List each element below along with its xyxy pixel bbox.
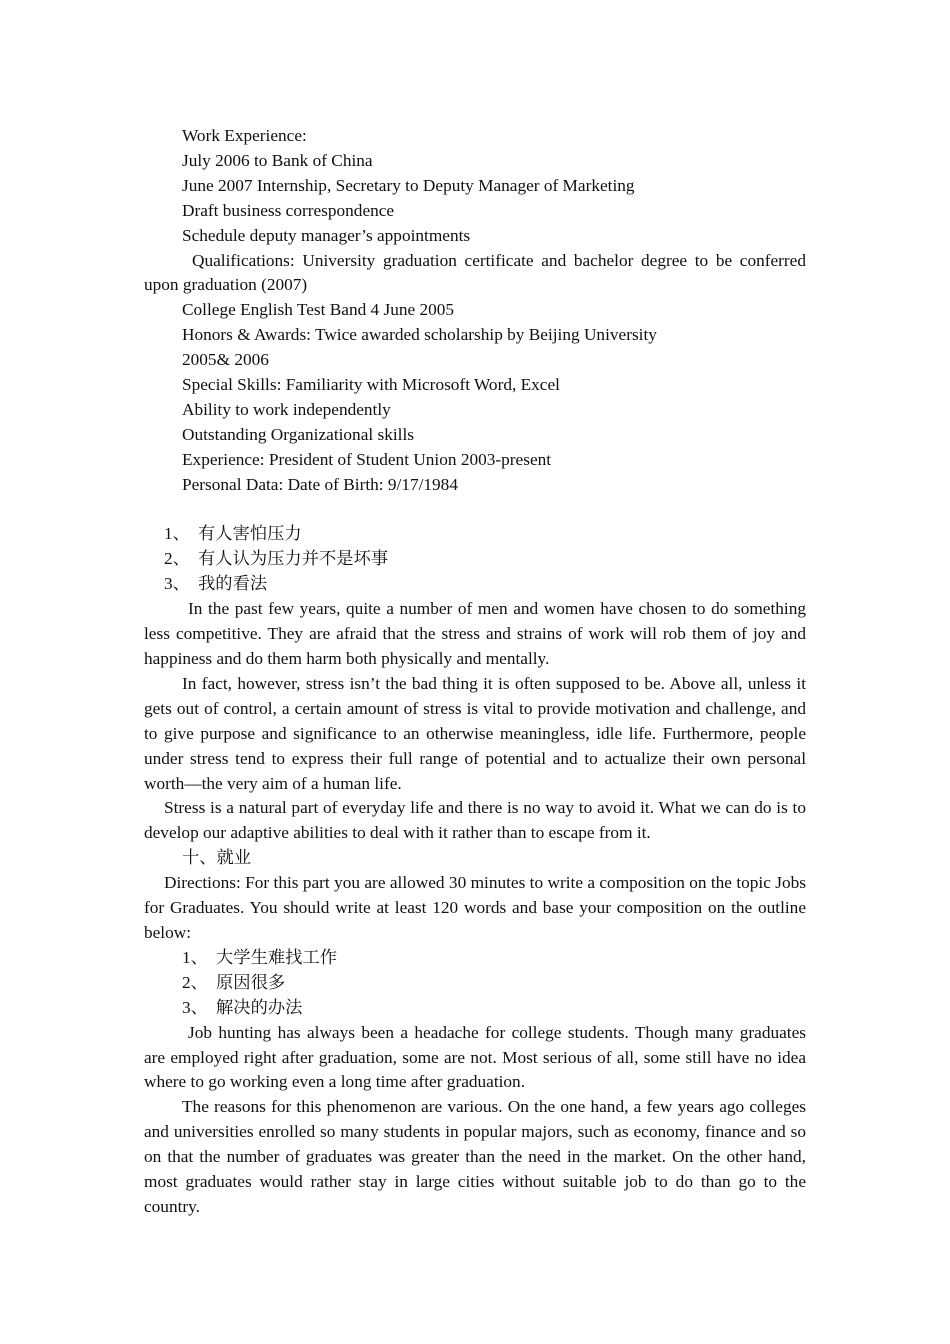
outline-text: 我的看法 — [198, 574, 268, 594]
resume-line: July 2006 to Bank of China — [182, 150, 373, 170]
resume-line: Experience: President of Student Union 2003-present — [182, 449, 552, 469]
resume-line: Special Skills: Familiarity with Microsoft Word, Excel — [182, 375, 560, 395]
jobs-outline-item — [144, 946, 806, 971]
resume-line: Schedule deputy manager’s appointments — [182, 225, 471, 245]
outline-text: 有人害怕压力 — [198, 524, 302, 544]
resume-line: College English Test Band 4 June 2005 — [182, 300, 455, 320]
stress-paragraph: In fact, however, stress isn’t the bad thing it is often supposed to be. Above all, unless it gets out of control, a certain amount of stress is vital to provide motivation and challenge, and to give purpose and significance to an otherwise meaningless, idle life. Furthermore, people under stress tend to express their full range of potential and to actualize their own personal worth—the very aim of a human life. — [144, 673, 806, 793]
resume-line: Draft business correspondence — [182, 200, 395, 220]
qualifications-paragraph: Qualifications: University graduation certificate and bachelor degree to be conferred upon graduation (2007) — [144, 250, 806, 295]
jobs-directions: Directions: For this part you are allowed 30 minutes to write a composition on the topic Jobs for Graduates. You should write at least 120 words and base your composition on the outline below: — [144, 873, 806, 942]
resume-line: Ability to work independently — [182, 399, 391, 419]
stress-paragraph: Stress is a natural part of everyday life and there is no way to avoid it. What we can do is to develop our adaptive abilities to deal with it rather than to escape from it. — [144, 798, 806, 843]
resume-line: Honors & Awards: Twice awarded scholarship by Beijing University — [182, 325, 657, 345]
outline-number: 2、 — [164, 549, 190, 569]
outline-text: 大学生难找工作 — [216, 947, 337, 967]
jobs-paragraph: Job hunting has always been a headache for college students. Though many graduates are employed right after graduation, some are not. Most serious of all, some still have no idea where to go working even a long time after graduation. — [144, 1022, 806, 1092]
outline-number: 1、 — [182, 947, 208, 967]
stress-outline-item — [144, 547, 806, 572]
blank-line — [144, 498, 806, 523]
jobs-outline-item — [144, 971, 806, 996]
outline-text: 有人认为压力并不是坏事 — [198, 549, 389, 569]
outline-text: 解决的办法 — [216, 997, 303, 1017]
outline-number: 2、 — [182, 972, 208, 992]
outline-text: 原因很多 — [216, 972, 286, 992]
jobs-section-title: 十、就业 — [182, 848, 252, 868]
jobs-paragraph: The reasons for this phenomenon are various. On the one hand, a few years ago colleges and universities enrolled so many students in popular majors, such as economy, finance and so on that the number of graduates was greater than the need in the market. On the other hand, most graduates would rather stay in large cities without suitable job to do than go to the country. — [144, 1097, 806, 1216]
document-page — [144, 124, 806, 1220]
resume-line: Outstanding Organizational skills — [182, 424, 414, 444]
outline-number: 3、 — [182, 997, 208, 1017]
stress-outline-item — [144, 572, 806, 597]
work-experience-heading: Work Experience: — [182, 126, 307, 145]
outline-number: 1、 — [164, 524, 190, 544]
stress-outline-item — [144, 522, 806, 547]
resume-line: Personal Data: Date of Birth: 9/17/1984 — [182, 474, 458, 494]
jobs-outline-item — [144, 996, 806, 1021]
resume-line: June 2007 Internship, Secretary to Deputy Manager of Marketing — [182, 175, 635, 195]
outline-number: 3、 — [164, 574, 190, 594]
stress-paragraph: In the past few years, quite a number of men and women have chosen to do something less competitive. They are afraid that the stress and strains of work will rob them of joy and happiness and do them harm both physically and mentally. — [144, 599, 806, 669]
resume-line: 2005& 2006 — [182, 350, 269, 370]
